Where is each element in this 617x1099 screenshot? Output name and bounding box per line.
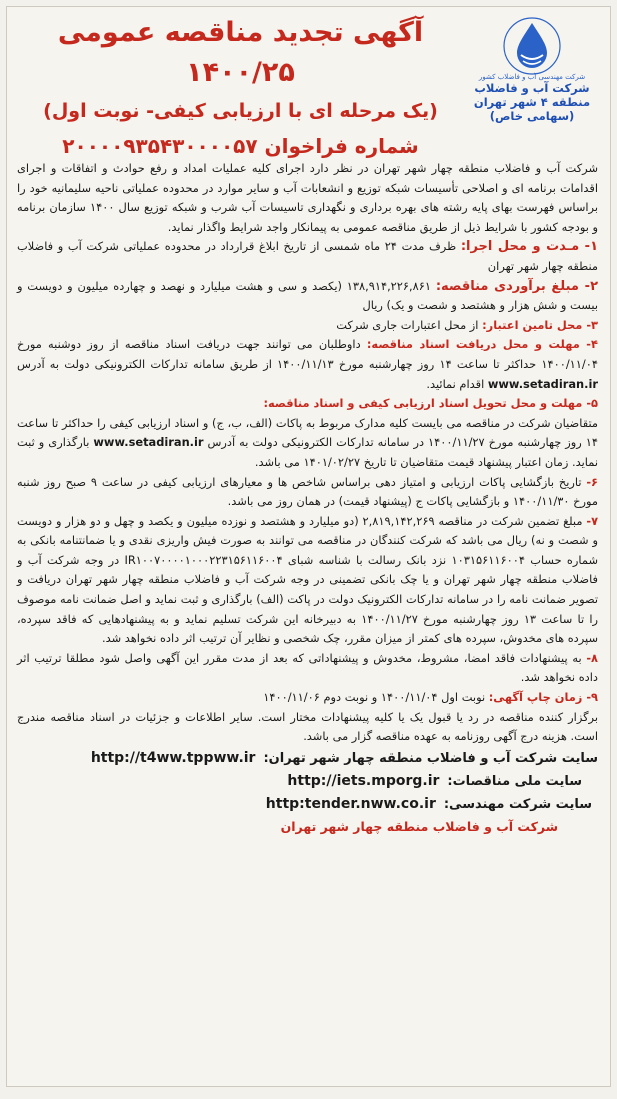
site-row-1 [17, 747, 598, 770]
site-1-link[interactable]: http://t4ww.tppww.ir [90, 749, 256, 766]
section-3-text: از محل اعتبارات جاری شرکت [336, 317, 479, 332]
closing-paragraph: برگزار کننده مناقصه در رد یا قبول یک یا کلیه پیشنهادات مختار است. سایر اطلاعات و جزئیات در اسناد مناقصه مندرج است. هزینه درج آگهی روزنامه به عهده مناقصه گزار می باشد. [17, 709, 598, 744]
section-4 [17, 335, 598, 394]
section-2-title: ۲- مبلغ برآوردی مناقصه: [435, 278, 598, 294]
intro-paragraph: شرکت آب و فاضلاب منطقه چهار شهر تهران در نظر دارد اجرای کلیه عملیات امداد و رفع حوادث و اتفاقات و اجرای اقدامات برنامه ای و اصلاحی تأسیسات شبکه توزیع و انشعابات آب و سایر موارد در محدوده عملیاتی ناحیه سلیمانیه خود را براساس فهرست بهای پایه رشته های بهره برداری و نگهداری تاسیسات آب شرب و شبکه توزیع سال ۱۴۰۰ سازمان برنامه و بودجه کشور با شرایط ذیل از طریق مناقصه عمومی به پیمانکار واجد شرایط واگذار نماید. [17, 161, 599, 234]
notice-title: آگهی تجدید مناقصه عمومی ۱۴۰۰/۲۵ [57, 17, 424, 88]
call-number: شماره فراخوان ۲۰۰۰۰۹۳۵۴۳۰۰۰۰۵۷ [62, 134, 419, 158]
site-1-label: سایت شرکت آب و فاضلاب منطقه چهار شهر تهران: [263, 750, 598, 766]
section-6 [17, 473, 598, 512]
section-5-title: ۵- مهلت و محل تحویل اسناد ارزیابی کیفی و اسناد مناقصه: [263, 396, 598, 411]
section-3 [17, 316, 598, 336]
notice-subtitle: (یک مرحله ای با ارزیابی کیفی- نوبت اول) [43, 100, 438, 122]
section-7 [17, 512, 598, 649]
setadiran-link-2[interactable]: www.setadiran.ir [93, 435, 204, 450]
section-7-text: مبلغ تضمین شرکت در مناقصه ۲,۸۱۹,۱۴۲,۲۶۹ (دو میلیارد و هشتصد و نوزده میلیون و یکصد و چهل و دو هزار و دویست و شصت و نه) ریال می باشد که شرکت کنندگان در مناقصه می توانند به صورت فیش واریزی نقدی و یا ضمانتنامه بانکی به شماره حساب ۱۰۳۱۵۶۱۱۶۰۰۴ نزد بانک رسالت با شناسه شبای IR۱۰۰۷۰۰۰۰۱۰۰۰۲۲۳۱۵۶۱۱۶۰۰۴ در وجه شرکت آب و فاضلاب منطقه چهار شهر تهران و یا چک بانکی تضمینی در وجه شرکت آب و فاضلاب منطقه چهار شهر تهران دریافت و تصویر ضمانت نامه را در سامانه تدارکات الکترونیک دولت در پاکت (الف) بارگذاری و ثبت نماید و اصل ضمانت نامه موصوف را تا ساعت ۱۳ روز چهارشنبه مورخ ۱۴۰۰/۱۱/۲۷ به دبیرخانه این شرکت تسلیم نماید و به پیشنهادهایی که فاقد سپرده، سپرده های مخدوش، سپرده های کمتر از میزان مقرر، چک شخصی و نظایر آن ترتیب اثر داده نخواهد شد. [17, 513, 598, 646]
section-5 [17, 394, 598, 472]
section-8 [17, 649, 598, 688]
section-1 [17, 237, 598, 276]
site-2-link[interactable]: http://iets.mporg.ir [287, 772, 440, 789]
logo-org-line-2: منطقه ۴ شهر تهران [473, 95, 591, 109]
logo-org-line-1: شرکت آب و فاضلاب [474, 81, 590, 95]
section-7-title: ۷- [586, 513, 599, 528]
site-row-2 [17, 770, 598, 793]
company-logo [462, 15, 602, 123]
logo-arc-text: شرکت مهندسی آب و فاضلاب کشور [478, 73, 586, 81]
notice-header [7, 7, 610, 159]
section-4-text-b: اقدام نمائید. [426, 376, 485, 391]
notice-footer [7, 747, 610, 838]
tender-notice [6, 6, 611, 1087]
section-1-text: ظرف مدت ۲۴ ماه شمسی از تاریخ ابلاغ قرارداد در محدوده عملیاتی شرکت آب و فاضلاب منطقه چهار شهر تهران [17, 239, 598, 273]
site-2-label: سایت ملی مناقصات: [447, 773, 582, 789]
site-row-3 [17, 793, 598, 816]
section-1-title: ۱- مـدت و محل اجرا: [460, 239, 599, 255]
section-9-text: نوبت اول ۱۴۰۰/۱۱/۰۴ و نوبت دوم ۱۴۰۰/۱۱/۰۶ [263, 690, 486, 705]
company-signature: شرکت آب و فاضلاب منطقه چهار شهر تهران [280, 818, 558, 834]
section-8-text: به پیشنهادات فاقد امضا، مشروط، مخدوش و پیشنهاداتی که بعد از مدت مقرر این آگهی واصل شود مطلقا ترتیب اثر داده نخواهد شد. [17, 650, 598, 685]
section-4-text-a: داوطلبان می توانند جهت دریافت اسناد مناقصه از روز دوشنبه مورخ ۱۴۰۰/۱۱/۰۴ حداکثر تا ساعت ۱۴ روز چهارشنبه مورخ ۱۴۰۰/۱۱/۱۳ از طریق سامانه تدارکات الکترونیکی دولت به آدرس [17, 337, 598, 371]
section-6-text: تاریخ بازگشایی پاکات ارزیابی و امتیاز دهی براساس شاخص ها و معیارهای ارزیابی کیفی در ساعت ۹ صبح روز شنبه مورخ ۱۴۰۰/۱۱/۳۰ و بازگشایی پاکات ج (پیشنهاد قیمت) در همان روز می باشد. [17, 474, 598, 509]
water-drop-icon [497, 15, 567, 77]
section-2-text: ۱۳۸,۹۱۴,۲۲۶,۸۶۱ (یکصد و سی و هشت میلیارد و نهصد و چهارده میلیون و دویست و بیست و شش هزار و هشتصد و شصت و یک) ریال [17, 278, 598, 313]
section-3-title: ۳- محل تامین اعتبار: [482, 317, 598, 332]
setadiran-link[interactable]: www.setadiran.ir [487, 376, 598, 391]
notice-titles [21, 13, 460, 163]
notice-body [7, 159, 610, 747]
site-3-label: سایت شرکت مهندسی: [443, 796, 592, 812]
section-2 [17, 277, 598, 316]
section-9 [17, 688, 598, 708]
section-5-text-b: بارگذاری و ثبت نماید. زمان اعتبار پیشنهاد قیمت متقاضیان تا تاریخ ۱۴۰۱/۰۲/۲۷ می باشد. [17, 435, 598, 469]
section-8-title: ۸- [586, 650, 598, 665]
section-9-title: ۹- زمان چاپ آگهی: [488, 690, 598, 705]
site-3-link[interactable]: http:tender.nww.co.ir [265, 795, 436, 812]
logo-org-line-3: (سهامی خاص) [489, 109, 575, 123]
section-6-title: ۶- [586, 474, 598, 489]
section-4-title: ۴- مهلت و محل دریافت اسناد مناقصه: [366, 337, 598, 352]
section-5-text-a: متقاضیان شرکت در مناقصه می بایست کلیه مدارک مربوط به پاکات (الف، ب، ج) و اسناد ارزیابی کیفی را حداکثر تا ساعت ۱۴ روز چهارشنبه مورخ ۱۴۰۰/۱۱/۲۷ در سامانه تدارکات الکترونیکی دولت به آدرس [17, 415, 598, 450]
